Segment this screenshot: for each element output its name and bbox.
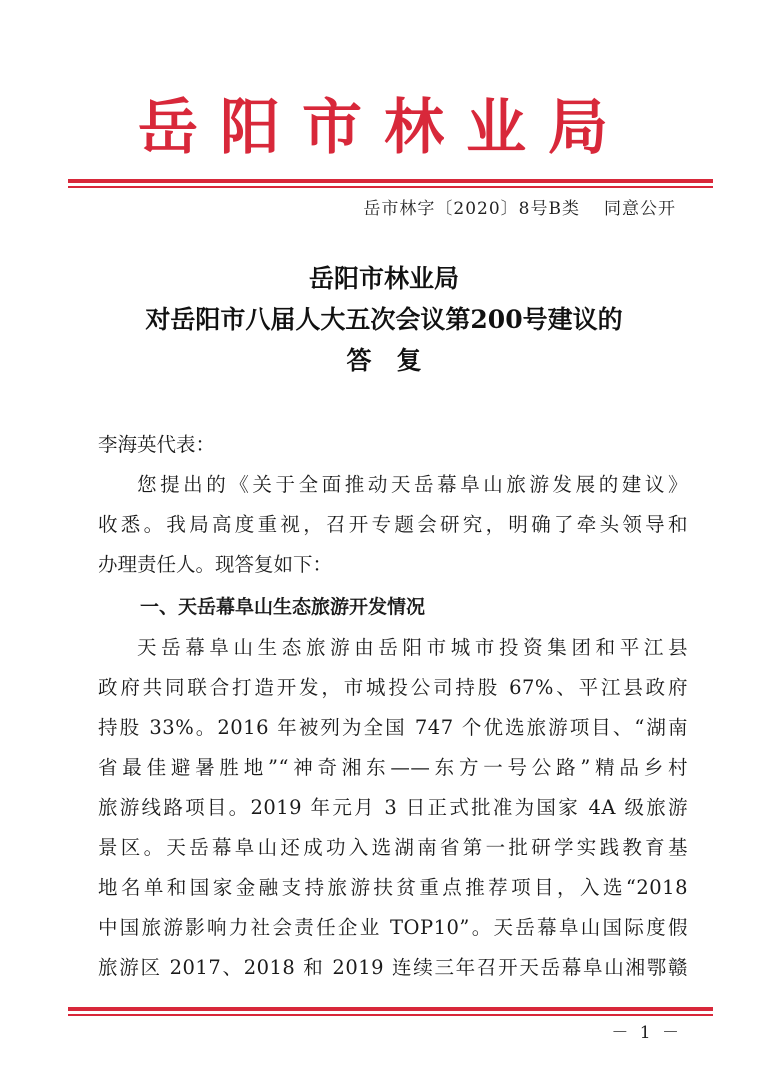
intro-paragraph	[98, 465, 688, 585]
paragraph-line: 地名单和国家金融支持旅游扶贫重点推荐项目，入选“2018	[98, 876, 688, 899]
letterhead-title: 岳阳市林业局	[138, 93, 630, 163]
footer-rule-thick	[68, 1007, 713, 1011]
doc-title-line1: 岳阳市林业局	[308, 264, 459, 293]
paragraph-line: 省最佳避暑胜地”“神奇湘东——东方一号公路”精品乡村	[98, 756, 688, 779]
paragraph-line: 办理责任人。现答复如下：	[98, 553, 333, 576]
paragraph-line: 您提出的《关于全面推动天岳幕阜山旅游发展的建议》	[137, 473, 688, 496]
paragraph-line: 中国旅游影响力社会责任企业 TOP10”。天岳幕阜山国际度假	[98, 916, 688, 939]
page-number: － 1 －	[611, 1023, 682, 1043]
paragraph-line: 旅游线路项目。2019 年元月 3 日正式批准为国家 4A 级旅游	[98, 796, 688, 819]
section-heading: 一、天岳幕阜山生态旅游开发情况	[140, 596, 426, 618]
paragraph-line: 收悉。我局高度重视，召开专题会研究，明确了牵头领导和	[98, 513, 688, 536]
doc-title-line2: 对岳阳市八届人大五次会议第200号建议的	[145, 305, 623, 334]
letterhead-rule-thin	[68, 186, 713, 188]
paragraph-line: 旅游区 2017、2018 和 2019 连续三年召开天岳幕阜山湘鄂赣	[98, 956, 688, 979]
document-number-line	[363, 194, 676, 219]
disclosure-status: 同意公开	[604, 199, 676, 219]
paragraph-line: 景区。天岳幕阜山还成功入选湖南省第一批研学实践教育基	[98, 836, 688, 859]
doc-title-line3: 答 复	[346, 346, 422, 375]
paragraph-line: 天岳幕阜山生态旅游由岳阳市城市投资集团和平江县	[137, 636, 688, 659]
letterhead-rule-thick	[68, 179, 713, 183]
paragraph-line: 政府共同联合打造开发，市城投公司持股 67%、平江县政府	[98, 676, 688, 699]
salutation: 李海英代表：	[98, 433, 216, 456]
footer-rule-thin	[68, 1014, 713, 1016]
paragraph-line: 持股 33%。2016 年被列为全国 747 个优选旅游项目、“湖南	[98, 716, 688, 739]
section-paragraph	[98, 628, 688, 988]
document-number: 岳市林字〔2020〕8号B类	[363, 199, 580, 219]
